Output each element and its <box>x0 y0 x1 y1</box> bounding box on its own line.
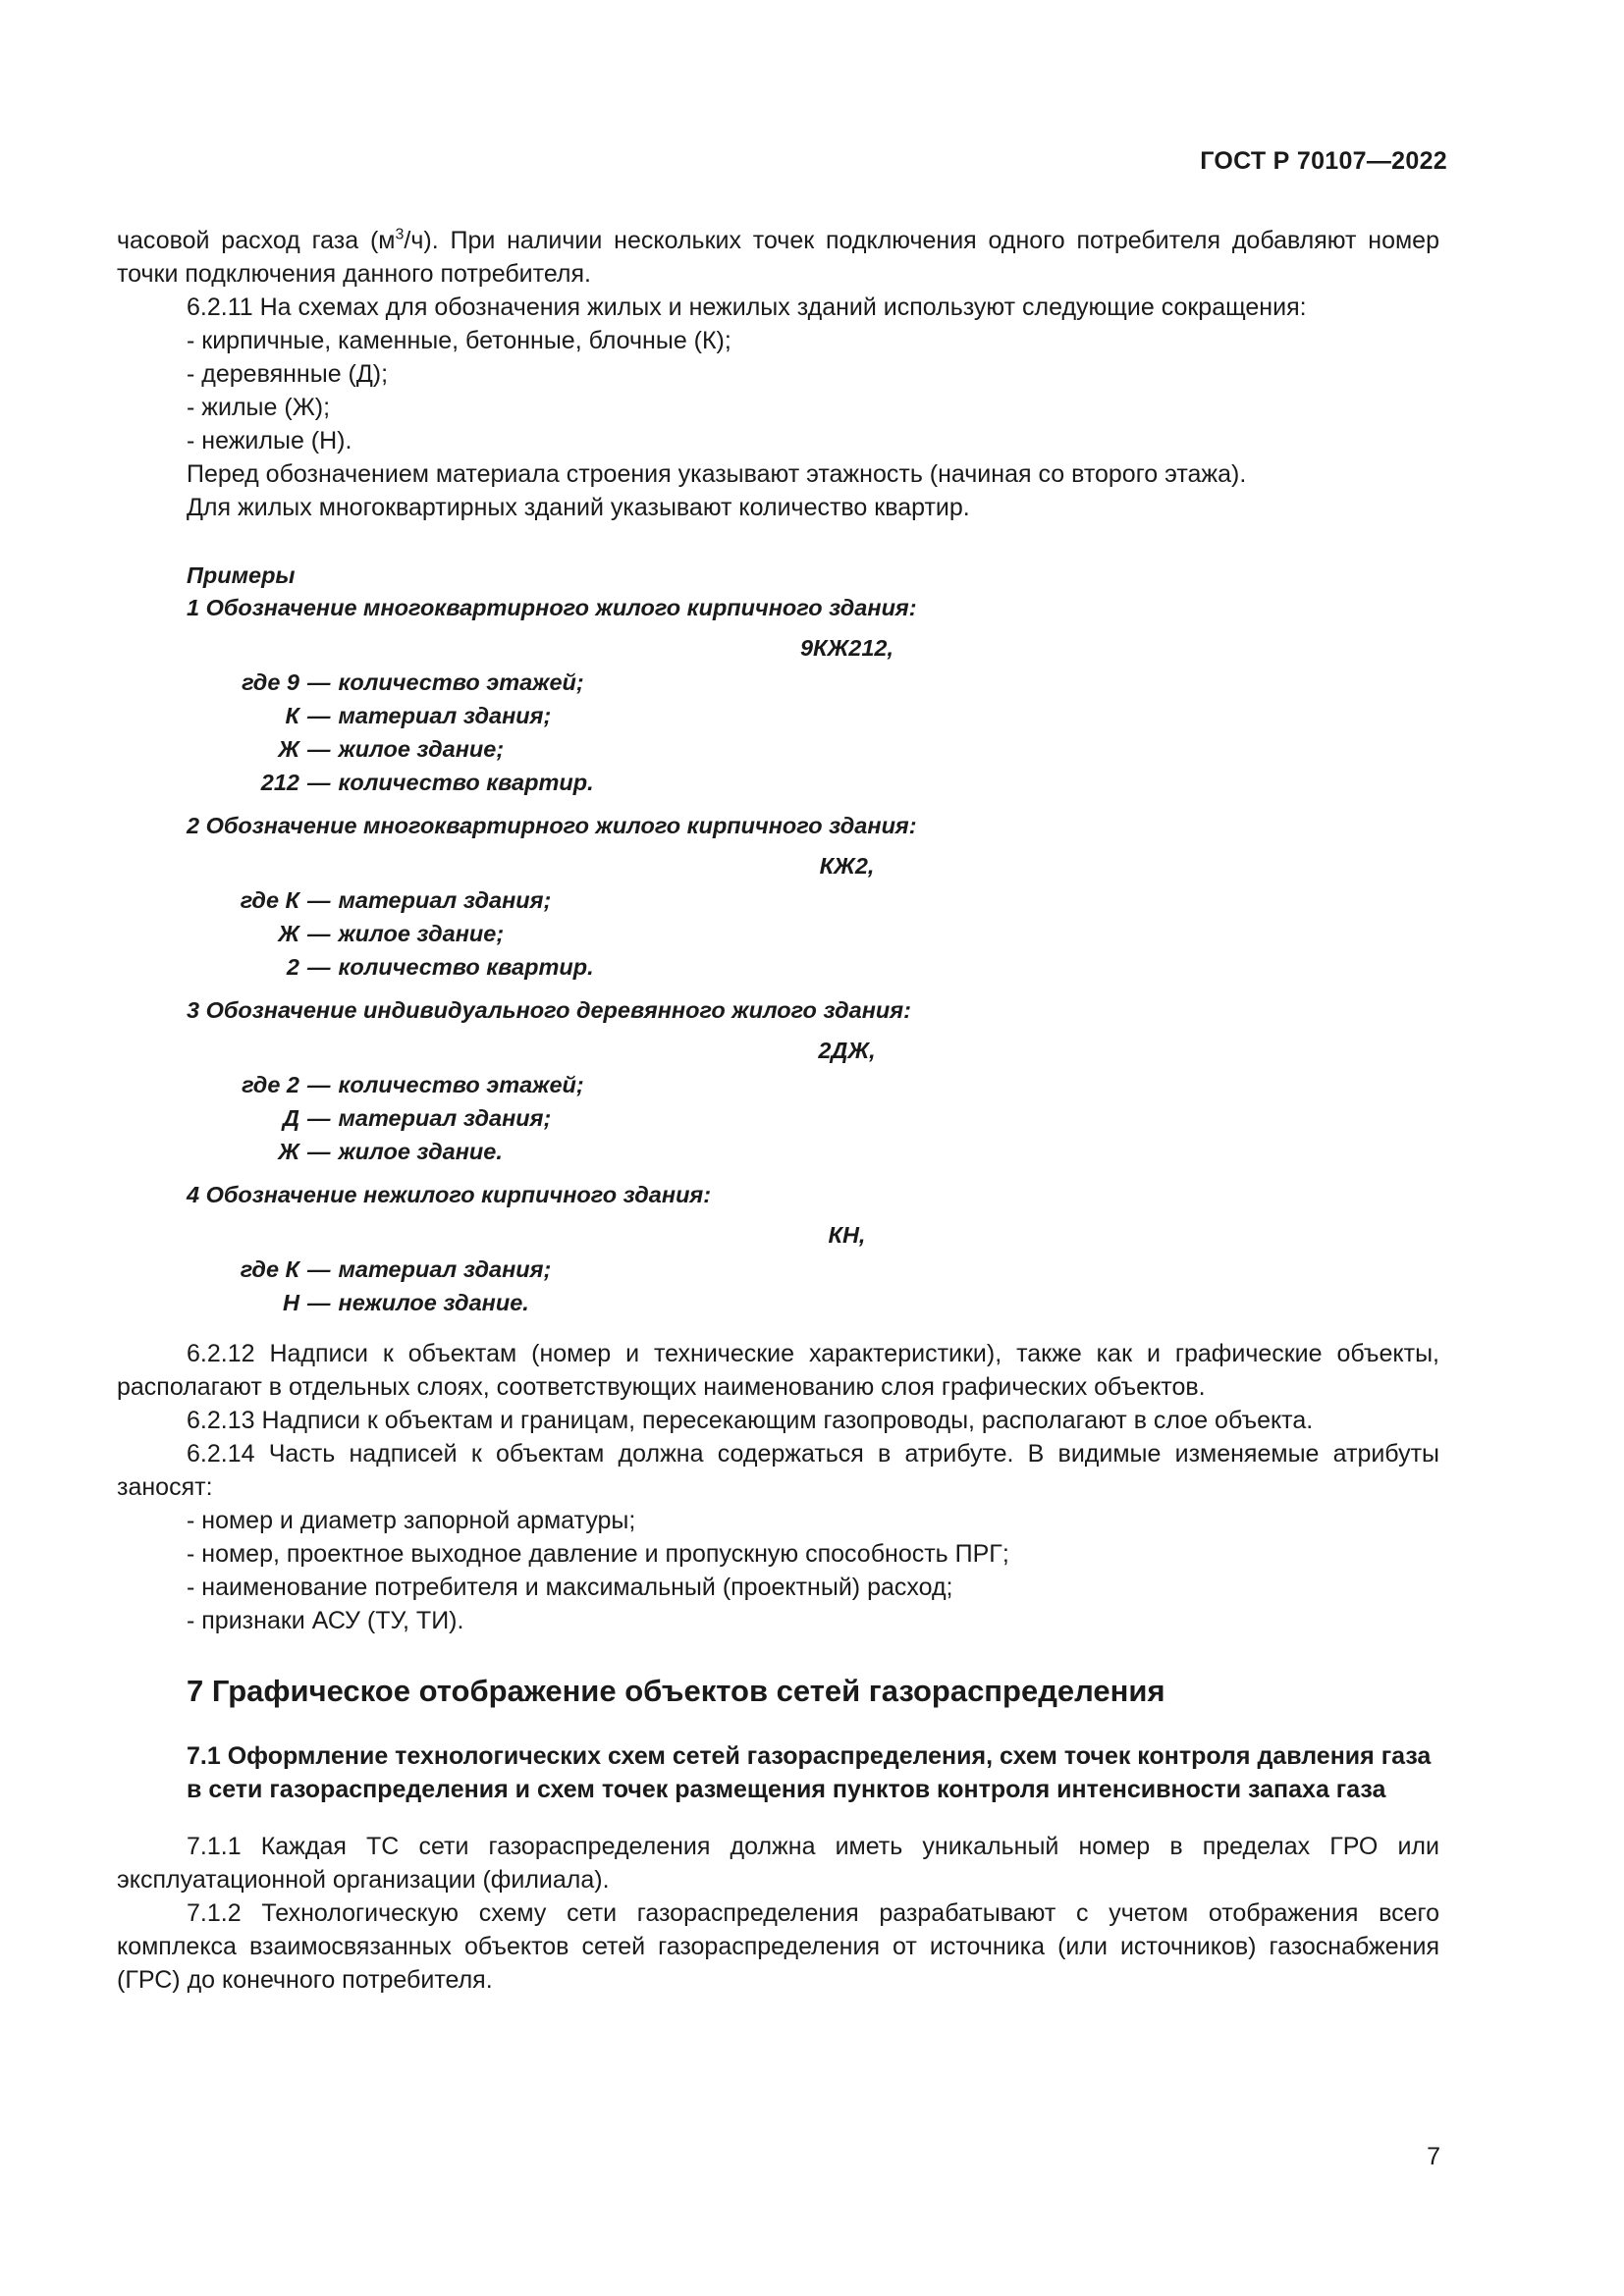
where-text: материал здания; <box>338 703 552 728</box>
intro-text-b: /ч). При наличии нескольких точек подключения одного потребителя добавляют номер точки подключения данного потребителя. <box>117 227 1439 288</box>
clause-7-1-2: 7.1.2 Технологическую схему сети газораспределения разрабатывают с учетом отображения всего комплекса взаимосвязанных объектов сетей газораспределения от источника (или источников) газоснабжения (ГРС) до конечного потребителя. <box>117 1899 1439 1994</box>
dash: — <box>307 770 331 795</box>
list-item: - нежилые (Н). <box>187 427 352 454</box>
where-text: количество этажей; <box>338 669 584 695</box>
intro-paragraph <box>117 224 1439 291</box>
dash: — <box>307 669 331 695</box>
where-key: 212 <box>260 770 299 795</box>
clause-7-1-1: 7.1.1 Каждая ТС сети газораспределения должна иметь уникальный номер в пределах ГРО или эксплуатационной организации (филиала). <box>117 1833 1439 1894</box>
list-item: - номер и диаметр запорной арматуры; <box>187 1507 636 1534</box>
dash: — <box>307 1256 331 1282</box>
where-row <box>117 1135 1439 1168</box>
where-key: Ж <box>278 921 299 946</box>
list-item: - кирпичные, каменные, бетонные, блочные (К); <box>187 327 731 354</box>
where-text: жилое здание; <box>338 736 505 762</box>
example-formula: 2ДЖ, <box>818 1038 876 1063</box>
example-heading: 4 Обозначение нежилого кирпичного здания: <box>187 1182 712 1207</box>
list-item: - наименование потребителя и максимальный (проектный) расход; <box>187 1574 953 1601</box>
document-code-header: ГОСТ Р 70107—2022 <box>1200 147 1447 175</box>
dash: — <box>307 736 331 762</box>
list-item: - жилые (Ж); <box>187 394 331 421</box>
where-key: где 9 <box>242 669 299 695</box>
where-row <box>117 1286 1439 1319</box>
where-text: материал здания; <box>338 887 552 913</box>
where-text: количество квартир. <box>338 954 594 980</box>
example-heading: 2 Обозначение многоквартирного жилого кирпичного здания: <box>187 813 917 838</box>
clause-6-2-11-note-1: Перед обозначением материала строения указывают этажность (начиная со второго этажа). <box>187 460 1247 488</box>
where-row <box>117 699 1439 732</box>
list-item: - деревянные (Д); <box>187 360 389 388</box>
section-7-heading: 7 Графическое отображение объектов сетей газораспределения <box>187 1674 1165 1708</box>
where-row <box>117 1101 1439 1135</box>
examples-title: Примеры <box>187 562 296 588</box>
where-row <box>117 1253 1439 1286</box>
where-row <box>117 917 1439 950</box>
where-text: материал здания; <box>338 1105 552 1131</box>
dash: — <box>307 703 331 728</box>
dash: — <box>307 954 331 980</box>
example-heading: 3 Обозначение индивидуального деревянного жилого здания: <box>187 997 911 1023</box>
where-key: 2 <box>286 954 299 980</box>
where-key: где К <box>240 1256 299 1282</box>
where-row <box>117 732 1439 766</box>
dash: — <box>307 1072 331 1097</box>
where-row <box>117 883 1439 917</box>
example-formula: КЖ2, <box>819 853 875 879</box>
examples-block <box>117 560 1439 1319</box>
dash: — <box>307 1105 331 1131</box>
where-text: жилое здание; <box>338 921 505 946</box>
dash: — <box>307 1139 331 1164</box>
dash: — <box>307 1290 331 1315</box>
dash: — <box>307 921 331 946</box>
where-text: жилое здание. <box>338 1139 503 1164</box>
section-7-1-heading: 7.1 Оформление технологических схем сетей газораспределения, схем точек контроля давления газа в сети газораспределения и схем точек размещения пунктов контроля интенсивности запаха газа <box>187 1742 1432 1803</box>
where-row <box>117 666 1439 699</box>
where-row <box>117 950 1439 984</box>
example-formula: КН, <box>828 1222 866 1248</box>
where-key: Н <box>283 1290 299 1315</box>
where-row <box>117 1068 1439 1101</box>
where-key: К <box>285 703 299 728</box>
page-number: 7 <box>1427 2143 1440 2170</box>
document-body <box>117 224 1439 1997</box>
clause-6-2-14: 6.2.14 Часть надписей к объектам должна содержаться в атрибуте. В видимые изменяемые атрибуты заносят: <box>117 1440 1439 1501</box>
where-key: где К <box>240 887 299 913</box>
example-heading: 1 Обозначение многоквартирного жилого кирпичного здания: <box>187 595 917 620</box>
list-item: - номер, проектное выходное давление и пропускную способность ПРГ; <box>187 1540 1009 1568</box>
where-key: Д <box>283 1105 299 1131</box>
clause-6-2-12: 6.2.12 Надписи к объектам (номер и технические характеристики), также как и графические объекты, располагают в отдельных слоях, соответствующих наименованию слоя графических объектов. <box>117 1340 1439 1401</box>
dash: — <box>307 887 331 913</box>
where-text: нежилое здание. <box>338 1290 529 1315</box>
where-key: Ж <box>278 736 299 762</box>
where-key: где 2 <box>242 1072 299 1097</box>
clause-6-2-11-note-2: Для жилых многоквартирных зданий указывают количество квартир. <box>187 494 970 521</box>
example-formula: 9КЖ212, <box>799 635 894 661</box>
clause-6-2-13: 6.2.13 Надписи к объектам и границам, пересекающим газопроводы, располагают в слое объекта. <box>187 1407 1314 1434</box>
where-text: количество этажей; <box>338 1072 584 1097</box>
where-row <box>117 766 1439 799</box>
where-text: количество квартир. <box>338 770 594 795</box>
intro-text-a: часовой расход газа (м <box>117 227 396 254</box>
superscript-3: 3 <box>395 226 405 243</box>
clause-6-2-11: 6.2.11 На схемах для обозначения жилых и нежилых зданий используют следующие сокращения: <box>187 294 1307 321</box>
where-key: Ж <box>278 1139 299 1164</box>
list-item: - признаки АСУ (ТУ, ТИ). <box>187 1607 464 1634</box>
where-text: материал здания; <box>338 1256 552 1282</box>
